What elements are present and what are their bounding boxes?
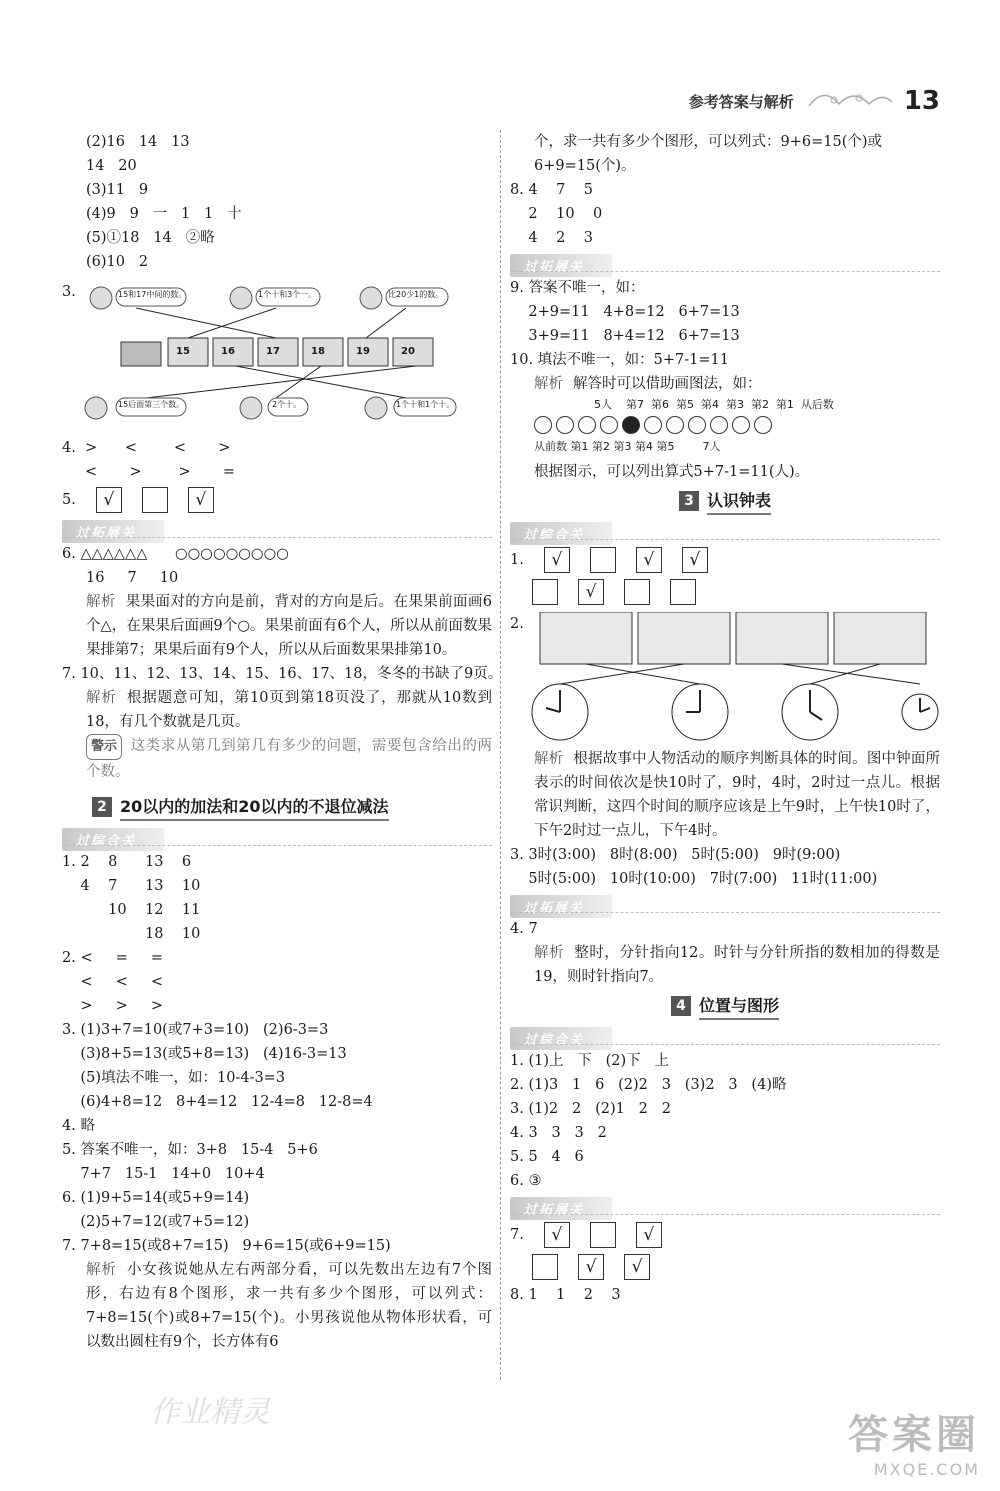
section-banner <box>510 891 940 917</box>
answer-line: 14 20 <box>86 158 137 174</box>
person-circle <box>688 416 706 434</box>
question-number: 5. <box>62 492 76 508</box>
answer-line: 6. (1)9+5=14(或5+9=14) <box>62 1190 250 1206</box>
question-number: 1. <box>510 552 524 568</box>
answer-line: > > > <box>62 998 163 1014</box>
answer-line: 10 12 11 <box>62 902 201 918</box>
answer-line: (2)16 14 13 <box>86 134 190 150</box>
person-circle <box>644 416 662 434</box>
answer-line: < > > = <box>62 464 236 480</box>
answer-line: 7. 10、11、12、13、14、15、16、17、18，冬冬的书缺了9页。 <box>62 666 503 682</box>
explanation-text: 根据故事中人物活动的顺序判断具体的时间。图中钟面所表示的时间依次是快10时了，9时，4时，2时过一点儿。根据常识判断，这四个时间的顺序应该是上午9时，上午快10时了，下午2时过一点儿，下午4时。 <box>534 751 941 839</box>
answer-line: 10. 填法不唯一，如：5+7-1=11 <box>510 352 729 368</box>
decoration-icon <box>804 86 894 116</box>
answer-line: (6)10 2 <box>86 254 149 270</box>
bubble-text: 1个十和3个一。 <box>258 290 317 299</box>
clock-figure-svg <box>530 612 940 747</box>
answer-boxes <box>510 1251 940 1283</box>
banner-label: 过拓展关 <box>510 1197 612 1220</box>
answer-line: 7. 7+8=15(或8+7=15) 9+6=15(或6+9=15) <box>62 1238 391 1254</box>
banner-label: 过拓展关 <box>62 520 164 543</box>
explanation-label: 解析 <box>86 1262 117 1278</box>
answer-line: 4. 7 <box>510 921 538 937</box>
person-circle-highlight <box>622 416 640 434</box>
answer-boxes <box>510 544 940 576</box>
question-number: 2. <box>510 616 524 632</box>
answer-line: 6. ③ <box>510 1173 542 1189</box>
answer-line: (3)8+5=13(或5+8=13) (4)16-3=13 <box>62 1046 347 1062</box>
explanation-text: 小女孩说她从左右两部分看，可以先数出左边有7个图形，右边有8个图形，求一共有多少个图形，可以列式：7+8=15(个)或8+7=15(个)。小男孩说他从物体形状看，可以数出圆柱有9个，长方体有6 <box>86 1262 493 1350</box>
watermark-left: 作业精灵 <box>150 1395 270 1430</box>
answer-box: √ <box>578 579 604 605</box>
answer-line: (5)填法不唯一，如：10-4-3=3 <box>62 1070 286 1086</box>
answer-line: 5. 5 4 6 <box>510 1149 584 1165</box>
answer-line: 9. 答案不唯一，如： <box>510 280 645 296</box>
train-car-number: 19 <box>356 346 370 357</box>
answer-box <box>624 579 650 605</box>
explanation <box>62 686 492 734</box>
answer-boxes <box>62 484 492 516</box>
answer-boxes <box>510 576 940 608</box>
answer-line: 4. 3 3 3 2 <box>510 1125 607 1141</box>
answer-line: 5. 答案不唯一，如：3+8 15-4 5+6 <box>62 1142 318 1158</box>
explanation-text: 整时，分针指向12。时针与分针所指的数相加的得数是19，则时针指向7。 <box>534 945 941 985</box>
section-number: 2 <box>92 797 112 817</box>
answer-line: 4. 略 <box>62 1118 95 1134</box>
section-heading <box>62 790 492 824</box>
warning-text: 这类求从第几到第几有多少的问题，需要包含给出的两个数。 <box>86 738 492 780</box>
section-banner <box>62 516 492 542</box>
section-title: 认识钟表 <box>707 488 771 515</box>
train-car-number: 17 <box>266 346 280 357</box>
explanation-label: 解析 <box>86 594 116 610</box>
page-number: 13 <box>903 86 940 116</box>
answer-box <box>142 487 168 513</box>
left-column <box>62 130 503 1354</box>
section-banner <box>62 824 492 850</box>
bubble-text: 1个十和1个十。 <box>396 400 455 409</box>
person-circle <box>556 416 574 434</box>
answer-box: √ <box>636 1222 662 1248</box>
answer-line: 18 10 <box>62 926 201 942</box>
answer-line: 2. (1)3 1 6 (2)2 3 (3)2 3 (4)略 <box>510 1077 787 1093</box>
train-matching-figure <box>62 280 492 430</box>
answer-line: 8. 1 1 2 3 <box>510 1287 621 1303</box>
section-banner <box>510 1193 940 1219</box>
answer-line: 4. > < < > <box>62 440 231 456</box>
train-car-number: 15 <box>176 346 190 357</box>
answer-line: (3)11 9 <box>86 182 149 198</box>
bubble-text: 比20少1的数。 <box>388 290 444 299</box>
warning-note <box>62 734 492 784</box>
person-circle <box>534 416 552 434</box>
explanation-text: 根据题意可知，第10页到第18页没了，那就从10数到18，有几个数就是几页。 <box>86 690 492 730</box>
column-divider <box>500 130 501 1380</box>
explanation <box>510 747 940 843</box>
watermark <box>848 1403 980 1479</box>
page-header <box>689 86 940 116</box>
answer-line: (5)①18 14 ②略 <box>86 230 215 246</box>
answer-line: < < < <box>62 974 163 990</box>
answer-box: √ <box>544 547 570 573</box>
answer-line: 3+9=11 8+4=12 6+7=13 <box>510 328 740 344</box>
explanation <box>510 941 940 989</box>
answer-box <box>532 1254 558 1280</box>
explanation <box>510 372 940 396</box>
bubble-text: 15后面第三个数。 <box>118 400 185 409</box>
answer-line: (2)5+7=12(或7+5=12) <box>62 1214 250 1230</box>
train-car-number: 20 <box>401 346 415 357</box>
answer-box: √ <box>578 1254 604 1280</box>
section-heading <box>510 484 940 518</box>
banner-label: 过综合关 <box>510 1027 612 1050</box>
answer-line: 个，求一共有多少个图形，可以列式：9+6=15(个)或 <box>534 134 883 150</box>
answer-box <box>590 547 616 573</box>
section-title: 位置与图形 <box>699 993 779 1020</box>
answer-line: 6+9=15(个)。 <box>534 158 636 174</box>
explanation-text: 解答时可以借助画图法，如： <box>573 376 762 392</box>
section-banner <box>510 1023 940 1049</box>
answer-boxes <box>510 1219 940 1251</box>
answer-line: 6. △△△△△△ ○○○○○○○○○ <box>62 546 289 562</box>
explanation-label: 解析 <box>86 690 117 706</box>
answer-line: 5时(5:00) 10时(10:00) 7时(7:00) 11时(11:00) <box>510 871 878 887</box>
answer-line: (6)4+8=12 8+4=12 12-4=8 12-8=4 <box>62 1094 373 1110</box>
answer-line: 3. (1)3+7=10(或7+3=10) (2)6-3=3 <box>62 1022 329 1038</box>
answer-line: 16 7 10 <box>86 570 179 586</box>
warning-badge: 警示 <box>86 734 122 760</box>
person-circle <box>600 416 618 434</box>
banner-label: 过拓展关 <box>510 254 612 277</box>
explanation-text: 果果面对的方向是前，背对的方向是后。在果果前面画6个△，在果果后面画9个○。果果前面有6个人，所以从前面数果果排第7；果果后面有9个人，所以从后面数果果排第10。 <box>86 594 493 658</box>
person-circle <box>754 416 772 434</box>
question-number: 3. <box>62 284 76 300</box>
answer-box: √ <box>636 547 662 573</box>
explanation-label: 解析 <box>534 751 564 767</box>
train-car-number: 18 <box>311 346 325 357</box>
banner-label: 过拓展关 <box>510 895 612 918</box>
watermark-url: MXQE.COM <box>873 1460 980 1479</box>
answer-line: 2. < = = <box>62 950 163 966</box>
queue-bottom-label: 从前数 第1 第2 第3 第4 第5 7人 <box>534 440 721 453</box>
banner-label: 过综合关 <box>62 828 164 851</box>
person-circle <box>666 416 684 434</box>
section-heading <box>510 989 940 1023</box>
answer-line: 7+7 15-1 14+0 10+4 <box>62 1166 265 1182</box>
answer-box <box>590 1222 616 1248</box>
train-car-number: 16 <box>221 346 235 357</box>
explanation <box>62 590 492 662</box>
watermark-title: 答案圈 <box>848 1412 980 1458</box>
answer-line: 2 10 0 <box>510 206 603 222</box>
person-circle <box>732 416 750 434</box>
answer-line: 1. 2 8 13 6 <box>62 854 192 870</box>
answer-box <box>532 579 558 605</box>
answer-line: 1. (1)上 下 (2)下 上 <box>510 1053 670 1069</box>
answer-line: (4)9 9 一 1 1 十 <box>86 206 242 222</box>
answer-box: √ <box>188 487 214 513</box>
answer-box: √ <box>624 1254 650 1280</box>
answer-line: 4 2 3 <box>510 230 593 246</box>
answer-line: 3. 3时(3:00) 8时(8:00) 5时(5:00) 9时(9:00) <box>510 847 841 863</box>
explanation-label: 解析 <box>534 945 565 961</box>
clock-matching-figure <box>510 612 940 747</box>
right-column <box>510 130 940 1307</box>
section-title: 20以内的加法和20以内的不退位减法 <box>120 794 389 821</box>
explanation-result: 根据图示，可以列出算式5+7-1=11(人)。 <box>534 464 810 480</box>
header-title: 参考答案与解析 <box>688 92 794 111</box>
section-number: 3 <box>679 491 699 511</box>
answer-line: 3. (1)2 2 (2)1 2 2 <box>510 1101 671 1117</box>
explanation-label: 解析 <box>534 376 563 392</box>
answer-line: 2+9=11 4+8=12 6+7=13 <box>510 304 740 320</box>
banner-label: 过综合关 <box>510 522 612 545</box>
person-circle <box>710 416 728 434</box>
explanation <box>62 1258 492 1354</box>
section-number: 4 <box>671 996 691 1016</box>
queue-top-label: 5人 第7 第6 第5 第4 第3 第2 第1 从后数 <box>594 398 834 411</box>
answer-box: √ <box>96 487 122 513</box>
answer-box: √ <box>544 1222 570 1248</box>
bubble-text: 2个十。 <box>272 400 302 409</box>
section-banner <box>510 518 940 544</box>
queue-circles <box>534 416 940 434</box>
bubble-text: 15和17中间的数。 <box>118 290 187 299</box>
question-number: 7. <box>510 1227 524 1243</box>
person-circle <box>578 416 596 434</box>
answer-line: 4 7 13 10 <box>62 878 201 894</box>
answer-box: √ <box>682 547 708 573</box>
answer-line: 8. 4 7 5 <box>510 182 593 198</box>
answer-box <box>670 579 696 605</box>
section-banner <box>510 250 940 276</box>
queue-diagram <box>510 396 940 460</box>
